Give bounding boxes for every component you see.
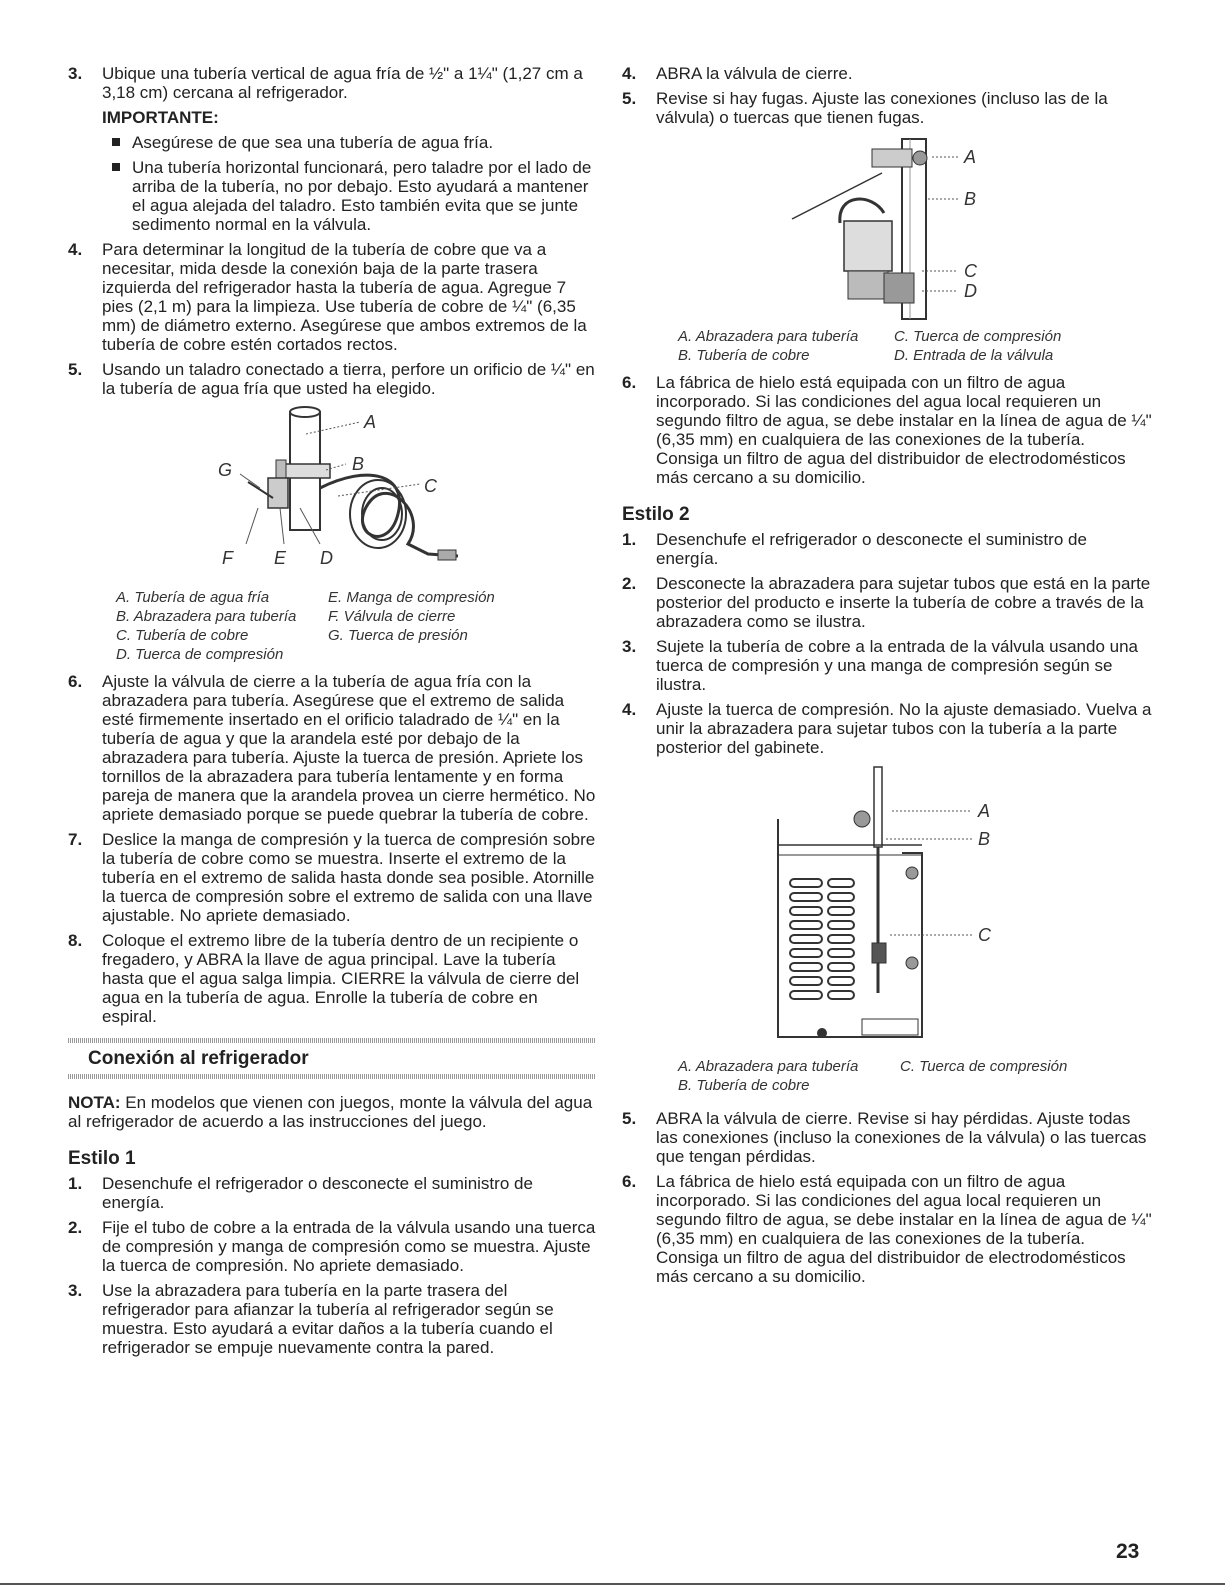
- step-number: 3.: [68, 1281, 83, 1300]
- step-number: 6.: [68, 672, 83, 691]
- step-text: La fábrica de hielo está equipada con un filtro de agua incorporado. Si las condiciones del agua local requieren un segundo filtro de agua, se debe instalar en la línea de agua de ¼" (6,35 mm) en cualquiera de las conexiones de la tubería. Consiga un filtro de agua del distribuidor de electrodomésticos más cercano a su domicilio.: [656, 1172, 1152, 1286]
- label-a: A: [964, 147, 977, 167]
- caption-item: C. Tuerca de compresión: [900, 1058, 1068, 1075]
- caption-column-right: [328, 588, 548, 664]
- step-6: [68, 672, 596, 824]
- label-d: D: [320, 548, 333, 568]
- caption-item: G. Tuerca de presión: [328, 627, 468, 644]
- bullet-item: [68, 133, 596, 152]
- step-number: 8.: [68, 931, 83, 950]
- caption-item: E. Manga de compresión: [328, 589, 495, 606]
- step-number: 6.: [622, 1172, 637, 1191]
- valve-figure: [68, 404, 596, 664]
- caption-item: D. Entrada de la válvula: [894, 347, 1054, 364]
- valve-inlet-figure: [622, 133, 1152, 365]
- label-a: A: [364, 412, 377, 432]
- refrigerator-back-figure: [622, 763, 1152, 1095]
- step-number: 5.: [68, 360, 83, 379]
- page-number: 23: [1116, 1540, 1140, 1563]
- estilo1-step: [68, 1281, 596, 1357]
- caption-item: B. Tubería de cobre: [678, 1077, 810, 1094]
- bullet-text: Una tubería horizontal funcionará, pero taladre por el lado de arriba de la tubería, no por debajo. Esto ayudará a mantener el agua alejada del taladro. Esto también evita que se junte sedimento normal en la válvula.: [132, 158, 592, 234]
- valve-inlet-diagram: [622, 133, 1152, 323]
- bullet-text: Asegúrese de que sea una tubería de agua fría.: [132, 133, 494, 152]
- note-label: NOTA:: [68, 1093, 121, 1112]
- caption-column-right: [894, 327, 1114, 365]
- caption-column-right: [900, 1057, 1120, 1095]
- step-3: [68, 64, 596, 102]
- label-c: C: [978, 925, 991, 945]
- estilo2-step: [622, 574, 1152, 631]
- step-text: La fábrica de hielo está equipada con un filtro de agua incorporado. Si las condiciones del agua local requieren un segundo filtro de agua, se debe instalar en la línea de agua de ¼" (6,35 mm) en cualquiera de las conexiones de la tubería. Consiga un filtro de agua del distribuidor de electrodomésticos más cercano a su domicilio.: [656, 373, 1152, 487]
- label-c: C: [964, 261, 977, 281]
- section-title: Conexión al refrigerador: [88, 1048, 309, 1069]
- step-number: 4.: [622, 64, 637, 83]
- section-divider: [68, 1074, 596, 1079]
- estilo2-step: [622, 637, 1152, 694]
- bullet-square-icon: [112, 138, 120, 146]
- right-column: [622, 64, 1152, 1292]
- step-text: Desconecte la abrazadera para sujetar tubos que está en la parte posterior del producto e inserte la tubería de cobre a través de la abrazadera como se ilustra.: [656, 574, 1151, 631]
- step-number: 2.: [68, 1218, 83, 1237]
- step-number: 7.: [68, 830, 83, 849]
- estilo2-step: [622, 530, 1152, 568]
- caption-item: B. Tubería de cobre: [678, 347, 810, 364]
- note-text: En modelos que vienen con juegos, monte la válvula del agua al refrigerador de acuerdo a las instrucciones del juego.: [68, 1093, 593, 1131]
- step-text: Revise si hay fugas. Ajuste las conexiones (incluso las de la válvula) o tuercas que tienen fugas.: [656, 89, 1108, 127]
- step-text: Fije el tubo de cobre a la entrada de la válvula usando una tuerca de compresión y manga de compresión como se muestra. Ajuste la tuerca de compresión. No apriete demasiado.: [102, 1218, 596, 1275]
- label-a: A: [978, 801, 991, 821]
- caption-item: A. Tubería de agua fría: [116, 589, 270, 606]
- estilo-2-heading: Estilo 2: [622, 504, 690, 525]
- step-number: 6.: [622, 373, 637, 392]
- step-text: Ajuste la tuerca de compresión. No la ajuste demasiado. Vuelva a unir la abrazadera para sujetar tubos con la tubería a la parte posterior del gabinete.: [656, 700, 1152, 757]
- caption-column-left: [116, 588, 328, 664]
- valve-diagram: [68, 404, 596, 584]
- step-text: Usando un taladro conectado a tierra, perfore un orificio de ¼" en la tubería de agua fría que usted ha elegido.: [102, 360, 595, 398]
- step-text: Ajuste la válvula de cierre a la tubería de agua fría con la abrazadera para tubería. Asegúrese que el extremo de salida esté firmemente insertado en el orificio taladrado de ¼" en la tubería de agua y que la arandela esté por debajo de la abrazadera para tubería. Ajuste la tuerca de presión. Apriete los tornillos de la abrazadera para tubería lentamente y en forma pareja de manera que la arandela provea un cierre hermético. No apriete demasiado porque se puede quebrar la tubería de cobre.: [102, 672, 596, 824]
- label-f: F: [222, 548, 233, 568]
- label-b: B: [978, 829, 991, 849]
- note-paragraph: [68, 1093, 596, 1131]
- estilo2-step: [622, 1109, 1152, 1166]
- step-number: 5.: [622, 1109, 637, 1128]
- estilo-1-heading: Estilo 1: [68, 1148, 136, 1169]
- estilo2-step: [622, 1172, 1152, 1286]
- step-number: 5.: [622, 89, 637, 108]
- label-b: B: [352, 454, 365, 474]
- condenser-coils: [790, 879, 854, 999]
- step-number: 1.: [68, 1174, 83, 1193]
- estilo2-step: [622, 700, 1152, 757]
- step-8: [68, 931, 596, 1026]
- label-b: B: [964, 189, 977, 209]
- step-text: Ubique una tubería vertical de agua fría de ½" a 1¼" (1,27 cm a 3,18 cm) cercana al refrigerador.: [102, 64, 583, 102]
- caption-column-left: [678, 327, 894, 365]
- caption-item: A. Abrazadera para tubería: [678, 328, 859, 345]
- label-c: C: [424, 476, 437, 496]
- step-number: 2.: [622, 574, 637, 593]
- caption-item: D. Tuerca de compresión: [116, 646, 284, 663]
- step-text: ABRA la válvula de cierre.: [656, 64, 853, 83]
- caption-item: F. Válvula de cierre: [328, 608, 456, 625]
- caption-item: C. Tubería de cobre: [116, 627, 249, 644]
- label-g: G: [218, 460, 233, 480]
- left-column: [68, 64, 596, 1363]
- important-label: IMPORTANTE:: [102, 108, 219, 127]
- step-number: 3.: [622, 637, 637, 656]
- step-5: [622, 89, 1152, 127]
- caption-item: C. Tuerca de compresión: [894, 328, 1062, 345]
- step-text: Desenchufe el refrigerador o desconecte el suministro de energía.: [656, 530, 1087, 568]
- step-5: [68, 360, 596, 398]
- step-6: [622, 373, 1152, 487]
- step-text: Coloque el extremo libre de la tubería dentro de un recipiente o fregadero, y ABRA la llave de agua principal. Lave la tubería hasta que el agua salga limpia. CIERRE la válvula de cierre del agua en la tubería de agua. Enrolle la tubería de cobre en espiral.: [102, 931, 580, 1026]
- caption-item: B. Abrazadera para tubería: [116, 608, 297, 625]
- step-text: Deslice la manga de compresión y la tuerca de compresión sobre la tubería de cobre como se muestra. Inserte el extremo de la tubería en el extremo de salida hasta donde sea posible. Atornille la tuerca de compresión sobre el extremo de salida con una llave ajustable. No apriete demasiado.: [102, 830, 596, 925]
- figure-caption: [116, 588, 596, 664]
- step-7: [68, 830, 596, 925]
- step-text: Use la abrazadera para tubería en la parte trasera del refrigerador para afianzar la tubería al refrigerador según se muestra. Esto ayudará a evitar daños a la tubería cuando el refrigerador se empuje nuevamente contra la pared.: [102, 1281, 554, 1357]
- step-text: Desenchufe el refrigerador o desconecte el suministro de energía.: [102, 1174, 533, 1212]
- bullet-square-icon: [112, 163, 120, 171]
- step-text: Para determinar la longitud de la tubería de cobre que va a necesitar, mida desde la conexión baja de la parte trasera izquierda del refrigerador hasta la tubería de agua. Agregue 7 pies (2,1 m) para la limpieza. Use tubería de cobre de ¼" (6,35 mm) de diámetro externo. Asegúrese que ambos extremos de la tubería de cobre estén cortados rectos.: [102, 240, 587, 354]
- step-number: 4.: [68, 240, 83, 259]
- bullet-item: [68, 158, 596, 234]
- estilo1-step: [68, 1174, 596, 1212]
- step-text: ABRA la válvula de cierre. Revise si hay pérdidas. Ajuste todas las conexiones (incluso la conexiones de la válvula) o las tuercas que tengan pérdidas.: [656, 1109, 1147, 1166]
- refrigerator-back-diagram: [622, 763, 1152, 1053]
- estilo1-step: [68, 1218, 596, 1275]
- step-number: 3.: [68, 64, 83, 83]
- label-d: D: [964, 281, 977, 301]
- step-4: [622, 64, 1152, 83]
- figure-caption: [678, 327, 1152, 365]
- step-number: 4.: [622, 700, 637, 719]
- caption-item: A. Abrazadera para tubería: [678, 1058, 859, 1075]
- step-4: [68, 240, 596, 354]
- caption-column-left: [678, 1057, 900, 1095]
- step-text: Sujete la tubería de cobre a la entrada de la válvula usando una tuerca de compresión y una manga de compresión según se ilustra.: [656, 637, 1139, 694]
- figure-caption: [678, 1057, 1152, 1095]
- step-number: 1.: [622, 530, 637, 549]
- label-e: E: [274, 548, 287, 568]
